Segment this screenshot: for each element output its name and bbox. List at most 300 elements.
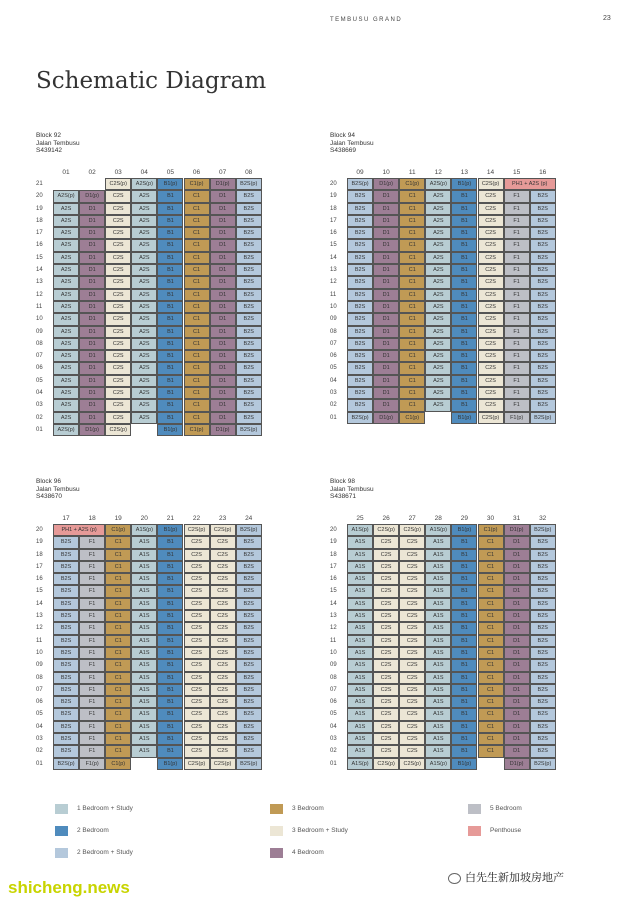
unit-cell: C1 — [399, 399, 425, 411]
unit-cell: C1 — [478, 610, 504, 622]
unit-cell: A1S — [425, 745, 451, 757]
unit-cell: D1(p) — [79, 190, 105, 202]
unit-cell: C2S — [105, 412, 131, 424]
unit-cell: D1 — [79, 276, 105, 288]
unit-cell: C1 — [478, 745, 504, 757]
unit-cell: B2S — [530, 549, 556, 561]
legend-label: 3 Bedroom + Study — [292, 827, 348, 834]
unit-cell: B1 — [157, 276, 183, 288]
unit-cell: D1 — [210, 203, 236, 215]
unit-cell: F1 — [504, 252, 530, 264]
unit-cell: A2S — [53, 301, 79, 313]
unit-cell: B1 — [157, 696, 183, 708]
unit-cell: D1 — [504, 659, 530, 671]
unit-cell: A2S — [131, 387, 157, 399]
unit-cell: C2S — [373, 684, 399, 696]
floor-number: 16 — [36, 576, 43, 583]
unit-cell: B1 — [451, 276, 477, 288]
unit-number: 13 — [460, 169, 468, 176]
unit-cell: B1 — [451, 745, 477, 757]
unit-cell: B2S — [236, 684, 262, 696]
page-number: 23 — [603, 15, 611, 22]
unit-cell: A1S(p) — [131, 524, 157, 536]
floor-number: 17 — [36, 563, 43, 570]
unit-cell: F1 — [79, 684, 105, 696]
unit-cell: C1 — [184, 399, 210, 411]
unit-cell: C1(p) — [105, 758, 131, 770]
unit-cell: B1(p) — [157, 524, 183, 536]
unit-cell: D1 — [210, 313, 236, 325]
unit-number: 17 — [62, 515, 70, 522]
unit-cell: A1S — [131, 573, 157, 585]
unit-cell: A2S — [53, 399, 79, 411]
unit-cell: B1 — [451, 362, 477, 374]
unit-cell: A2S — [131, 412, 157, 424]
unit-cell: D1 — [210, 350, 236, 362]
unit-cell: A1S — [347, 598, 373, 610]
unit-cell: D1 — [504, 745, 530, 757]
unit-cell: C2S — [373, 672, 399, 684]
unit-cell: D1 — [373, 326, 399, 338]
unit-cell: A1S — [425, 549, 451, 561]
floor-number: 19 — [330, 539, 337, 546]
unit-cell: D1 — [79, 412, 105, 424]
unit-cell: C2S — [478, 362, 504, 374]
unit-cell: B2S — [53, 647, 79, 659]
unit-cell: D1 — [79, 289, 105, 301]
unit-cell: B1 — [451, 203, 477, 215]
unit-cell: C2S(p) — [184, 758, 210, 770]
unit-cell: D1 — [210, 412, 236, 424]
unit-cell: B1(p) — [157, 178, 183, 190]
unit-cell: C2S — [373, 561, 399, 573]
unit-cell: B1 — [157, 549, 183, 561]
unit-cell: B1 — [157, 252, 183, 264]
unit-cell: C2S — [478, 264, 504, 276]
unit-cell: B2S — [530, 264, 556, 276]
unit-cell: B1 — [157, 239, 183, 251]
unit-cell: F1 — [504, 190, 530, 202]
unit-cell: B1 — [157, 375, 183, 387]
unit-cell: B2S — [53, 672, 79, 684]
unit-cell: C2S — [373, 733, 399, 745]
unit-cell: D1(p) — [504, 524, 530, 536]
unit-cell: A1S — [131, 549, 157, 561]
floor-number: 09 — [330, 316, 337, 323]
floor-number: 13 — [36, 613, 43, 620]
unit-cell: C2S — [105, 375, 131, 387]
unit-cell: A1S — [425, 721, 451, 733]
unit-cell: B2S — [530, 536, 556, 548]
floor-number: 14 — [36, 600, 43, 607]
unit-cell: A2S — [131, 326, 157, 338]
unit-cell: F1 — [504, 301, 530, 313]
unit-cell: B2S — [530, 733, 556, 745]
unit-cell: A2S — [53, 387, 79, 399]
unit-cell: B2S — [347, 313, 373, 325]
floor-number: 19 — [36, 539, 43, 546]
unit-cell: D1(p) — [79, 424, 105, 436]
unit-cell: A2S — [53, 264, 79, 276]
floor-number: 17 — [36, 230, 43, 237]
unit-cell: C1 — [478, 647, 504, 659]
unit-cell: F1 — [79, 622, 105, 634]
unit-cell: C2S(p) — [105, 424, 131, 436]
unit-cell: D1(p) — [504, 758, 530, 770]
legend-swatch — [55, 826, 68, 836]
unit-cell: B2S — [530, 659, 556, 671]
unit-cell: B2S — [347, 399, 373, 411]
unit-cell: C1 — [105, 561, 131, 573]
unit-cell: C2S — [210, 561, 236, 573]
unit-cell: C1 — [184, 301, 210, 313]
unit-cell: C2S — [105, 399, 131, 411]
unit-cell: B2S — [530, 301, 556, 313]
unit-cell: C1 — [105, 647, 131, 659]
floor-number: 16 — [330, 576, 337, 583]
unit-number: 08 — [245, 169, 253, 176]
unit-cell: B2S — [530, 585, 556, 597]
unit-cell: B2S — [236, 338, 262, 350]
floor-number: 09 — [330, 662, 337, 669]
unit-cell: C1 — [105, 610, 131, 622]
unit-cell: A2S — [425, 227, 451, 239]
unit-cell: C1(p) — [184, 424, 210, 436]
unit-cell: B1 — [157, 190, 183, 202]
unit-cell: F1(p) — [504, 412, 530, 424]
floor-number: 06 — [36, 365, 43, 372]
unit-cell: C2S — [373, 598, 399, 610]
floor-number: 20 — [36, 193, 43, 200]
unit-cell: B2S — [347, 239, 373, 251]
unit-cell: C2S — [210, 647, 236, 659]
unit-cell: B2S — [530, 338, 556, 350]
unit-cell: C1 — [399, 239, 425, 251]
floor-number: 07 — [36, 686, 43, 693]
unit-cell: C1 — [478, 635, 504, 647]
unit-cell: B2S — [53, 561, 79, 573]
unit-cell: D1 — [79, 301, 105, 313]
floor-number: 03 — [36, 402, 43, 409]
unit-cell: C1 — [478, 733, 504, 745]
unit-cell: B2S — [53, 659, 79, 671]
unit-cell: B2S — [236, 276, 262, 288]
floor-number: 19 — [330, 193, 337, 200]
unit-cell: C2S — [399, 696, 425, 708]
unit-number: 28 — [434, 515, 442, 522]
unit-cell: C2S — [373, 659, 399, 671]
unit-cell: C1 — [399, 276, 425, 288]
unit-cell: C1 — [184, 215, 210, 227]
unit-cell: C2S — [399, 585, 425, 597]
unit-cell: A2S — [425, 350, 451, 362]
unit-cell: D1 — [373, 264, 399, 276]
unit-number: 27 — [408, 515, 416, 522]
unit-cell: D1 — [210, 387, 236, 399]
floor-number: 15 — [330, 242, 337, 249]
unit-cell: B2S(p) — [347, 412, 373, 424]
unit-cell: B1 — [157, 708, 183, 720]
unit-cell: B2S — [347, 326, 373, 338]
unit-cell: A1S — [425, 561, 451, 573]
unit-cell: A2S — [131, 399, 157, 411]
floor-number: 08 — [36, 674, 43, 681]
floor-number: 18 — [330, 551, 337, 558]
unit-cell: C2S — [478, 313, 504, 325]
unit-cell: A1S — [131, 708, 157, 720]
legend-label: 2 Bedroom + Study — [77, 849, 133, 856]
unit-cell: B1(p) — [451, 412, 477, 424]
unit-number: 10 — [382, 169, 390, 176]
unit-cell: F1 — [79, 647, 105, 659]
unit-number: 12 — [434, 169, 442, 176]
unit-cell: B1 — [451, 573, 477, 585]
floor-number: 05 — [36, 711, 43, 718]
unit-cell: C2S(p) — [210, 758, 236, 770]
unit-cell: C1 — [399, 375, 425, 387]
unit-cell: B2S — [236, 573, 262, 585]
unit-cell: A2S — [425, 399, 451, 411]
legend-swatch — [270, 848, 283, 858]
unit-cell: C2S — [399, 598, 425, 610]
unit-cell: D1(p) — [373, 178, 399, 190]
unit-cell: B2S — [530, 684, 556, 696]
floor-number: 11 — [36, 637, 43, 644]
unit-cell: B1 — [451, 672, 477, 684]
unit-cell: C2S — [210, 659, 236, 671]
unit-cell: C2S — [184, 536, 210, 548]
unit-cell: D1 — [504, 672, 530, 684]
unit-cell: B1 — [157, 745, 183, 757]
floor-number: 03 — [36, 736, 43, 743]
unit-cell: A2S — [131, 252, 157, 264]
unit-cell: A1S — [425, 684, 451, 696]
floor-number: 12 — [330, 279, 337, 286]
unit-cell: B2S — [236, 696, 262, 708]
unit-cell: C1 — [184, 362, 210, 374]
unit-cell: D1 — [373, 252, 399, 264]
unit-cell: A2S — [53, 338, 79, 350]
unit-cell: B2S — [530, 350, 556, 362]
unit-number: 04 — [140, 169, 148, 176]
unit-cell: B2S — [347, 362, 373, 374]
unit-cell: A2S — [425, 203, 451, 215]
block-address — [330, 478, 580, 501]
unit-cell: B2S — [347, 289, 373, 301]
unit-cell: A1S — [131, 635, 157, 647]
unit-cell: A1S — [347, 536, 373, 548]
unit-cell: A2S — [425, 387, 451, 399]
unit-cell: B2S — [53, 598, 79, 610]
block-3 — [36, 478, 286, 767]
unit-cell: B1 — [451, 301, 477, 313]
unit-cell: C2S — [210, 745, 236, 757]
unit-cell: C2S — [399, 708, 425, 720]
unit-cell: C1 — [105, 733, 131, 745]
unit-cell: C2S — [399, 561, 425, 573]
unit-cell: C2S — [373, 745, 399, 757]
unit-cell: B1 — [451, 598, 477, 610]
unit-cell: F1 — [504, 338, 530, 350]
unit-cell: F1 — [504, 264, 530, 276]
unit-cell: C2S — [478, 239, 504, 251]
unit-cell: A2S — [131, 313, 157, 325]
unit-cell: B1 — [157, 350, 183, 362]
unit-cell: C1 — [184, 264, 210, 276]
unit-cell: A1S(p) — [347, 758, 373, 770]
unit-cell: C1 — [105, 721, 131, 733]
unit-cell: C2S — [478, 326, 504, 338]
unit-cell: F1 — [79, 573, 105, 585]
unit-cell: D1 — [504, 585, 530, 597]
unit-cell: D1 — [79, 264, 105, 276]
unit-cell: D1 — [504, 610, 530, 622]
unit-cell: B1 — [451, 647, 477, 659]
unit-cell: F1 — [79, 659, 105, 671]
unit-cell: C1 — [478, 598, 504, 610]
unit-cell: B1 — [451, 338, 477, 350]
unit-cell: C1 — [478, 622, 504, 634]
unit-cell: A2S — [53, 326, 79, 338]
unit-cell: C2S — [478, 301, 504, 313]
unit-cell: A2S — [425, 375, 451, 387]
unit-cell: B2S — [236, 215, 262, 227]
unit-cell: A2S — [131, 375, 157, 387]
floor-number: 14 — [330, 254, 337, 261]
unit-cell: B2S — [53, 708, 79, 720]
unit-cell: D1 — [79, 362, 105, 374]
floor-number: 08 — [36, 340, 43, 347]
watermark-account — [448, 869, 564, 885]
floor-number: 12 — [330, 625, 337, 632]
unit-cell: B1 — [451, 313, 477, 325]
unit-cell: C1 — [478, 549, 504, 561]
unit-cell: C1 — [105, 684, 131, 696]
unit-cell: D1 — [79, 399, 105, 411]
legend-swatch — [468, 804, 481, 814]
unit-cell: F1 — [79, 598, 105, 610]
unit-cell: B2S — [530, 561, 556, 573]
unit-cell: A2S — [53, 412, 79, 424]
unit-cell: B2S — [347, 203, 373, 215]
unit-cell: C2S — [184, 622, 210, 634]
unit-cell: C2S — [478, 276, 504, 288]
unit-cell: C2S(p) — [478, 178, 504, 190]
unit-cell: B1 — [451, 696, 477, 708]
unit-cell: C1 — [105, 635, 131, 647]
unit-cell: D1 — [504, 708, 530, 720]
unit-number: 02 — [88, 169, 96, 176]
unit-cell: B2S — [236, 289, 262, 301]
unit-cell: B2S — [236, 745, 262, 757]
unit-cell: B2S — [530, 573, 556, 585]
unit-cell: B2S — [236, 549, 262, 561]
unit-cell: C1 — [105, 622, 131, 634]
unit-cell: C2S(p) — [399, 524, 425, 536]
unit-cell: B2S — [236, 622, 262, 634]
unit-number: 32 — [539, 515, 547, 522]
unit-cell: C2S — [478, 215, 504, 227]
unit-cell: B1(p) — [157, 758, 183, 770]
unit-cell: C2S(p) — [105, 178, 131, 190]
unit-cell: C2S — [105, 362, 131, 374]
unit-cell: C2S — [399, 647, 425, 659]
unit-number: 21 — [166, 515, 174, 522]
floor-number: 18 — [330, 205, 337, 212]
wechat-icon — [448, 873, 461, 884]
unit-cell: B1 — [451, 585, 477, 597]
unit-cell: C2S — [399, 635, 425, 647]
unit-cell: A1S — [425, 659, 451, 671]
header-brand: TEMBUSU GRAND — [330, 17, 403, 23]
unit-cell: B2S — [236, 252, 262, 264]
floor-number: 09 — [36, 328, 43, 335]
floor-number: 10 — [36, 649, 43, 656]
floor-number: 14 — [36, 267, 43, 274]
unit-cell: C2S — [105, 350, 131, 362]
unit-cell: C2S — [478, 203, 504, 215]
unit-cell: C2S — [105, 301, 131, 313]
unit-cell: B1 — [451, 239, 477, 251]
unit-cell: C2S — [373, 647, 399, 659]
legend-label: 2 Bedroom — [77, 827, 109, 834]
unit-cell: F1 — [504, 215, 530, 227]
unit-cell: B2S(p) — [236, 758, 262, 770]
unit-cell: F1 — [504, 326, 530, 338]
block-address — [330, 132, 580, 155]
unit-cell: D1 — [210, 227, 236, 239]
unit-cell: C1 — [478, 696, 504, 708]
unit-cell: C2S — [478, 289, 504, 301]
floor-number: 07 — [330, 340, 337, 347]
unit-cell: B2S — [347, 252, 373, 264]
floor-number: 01 — [36, 426, 43, 433]
unit-cell: PH1 + A2S (p) — [504, 178, 556, 190]
unit-cell: F1 — [79, 672, 105, 684]
unit-cell: A1S — [425, 622, 451, 634]
unit-cell: C2S — [105, 239, 131, 251]
unit-cell: A2S — [131, 362, 157, 374]
unit-cell: C2S — [184, 684, 210, 696]
unit-number: 26 — [382, 515, 390, 522]
unit-cell: C1 — [399, 387, 425, 399]
unit-cell: A2S — [53, 203, 79, 215]
unit-cell: F1 — [504, 375, 530, 387]
unit-cell: B1 — [451, 659, 477, 671]
floor-number: 21 — [36, 181, 43, 187]
unit-cell: D1 — [373, 239, 399, 251]
unit-cell: B2S — [347, 350, 373, 362]
unit-cell: B2S — [53, 622, 79, 634]
unit-cell: D1 — [79, 350, 105, 362]
unit-cell: B2S — [530, 622, 556, 634]
unit-cell: D1 — [210, 362, 236, 374]
unit-cell: A2S — [425, 289, 451, 301]
legend-label: 1 Bedroom + Study — [77, 805, 133, 812]
unit-cell: C2S — [105, 338, 131, 350]
unit-cell: C1 — [399, 301, 425, 313]
unit-cell: B1 — [157, 561, 183, 573]
floor-number: 10 — [36, 316, 43, 323]
unit-cell: C2S — [210, 733, 236, 745]
unit-cell: A2S — [131, 338, 157, 350]
unit-cell: PH1 + A2S (p) — [53, 524, 105, 536]
unit-cell: C2S — [399, 536, 425, 548]
unit-cell: B1 — [157, 215, 183, 227]
unit-cell: B2S — [236, 721, 262, 733]
block-street: Jalan Tembusu — [36, 139, 80, 147]
unit-cell: C2S — [210, 721, 236, 733]
